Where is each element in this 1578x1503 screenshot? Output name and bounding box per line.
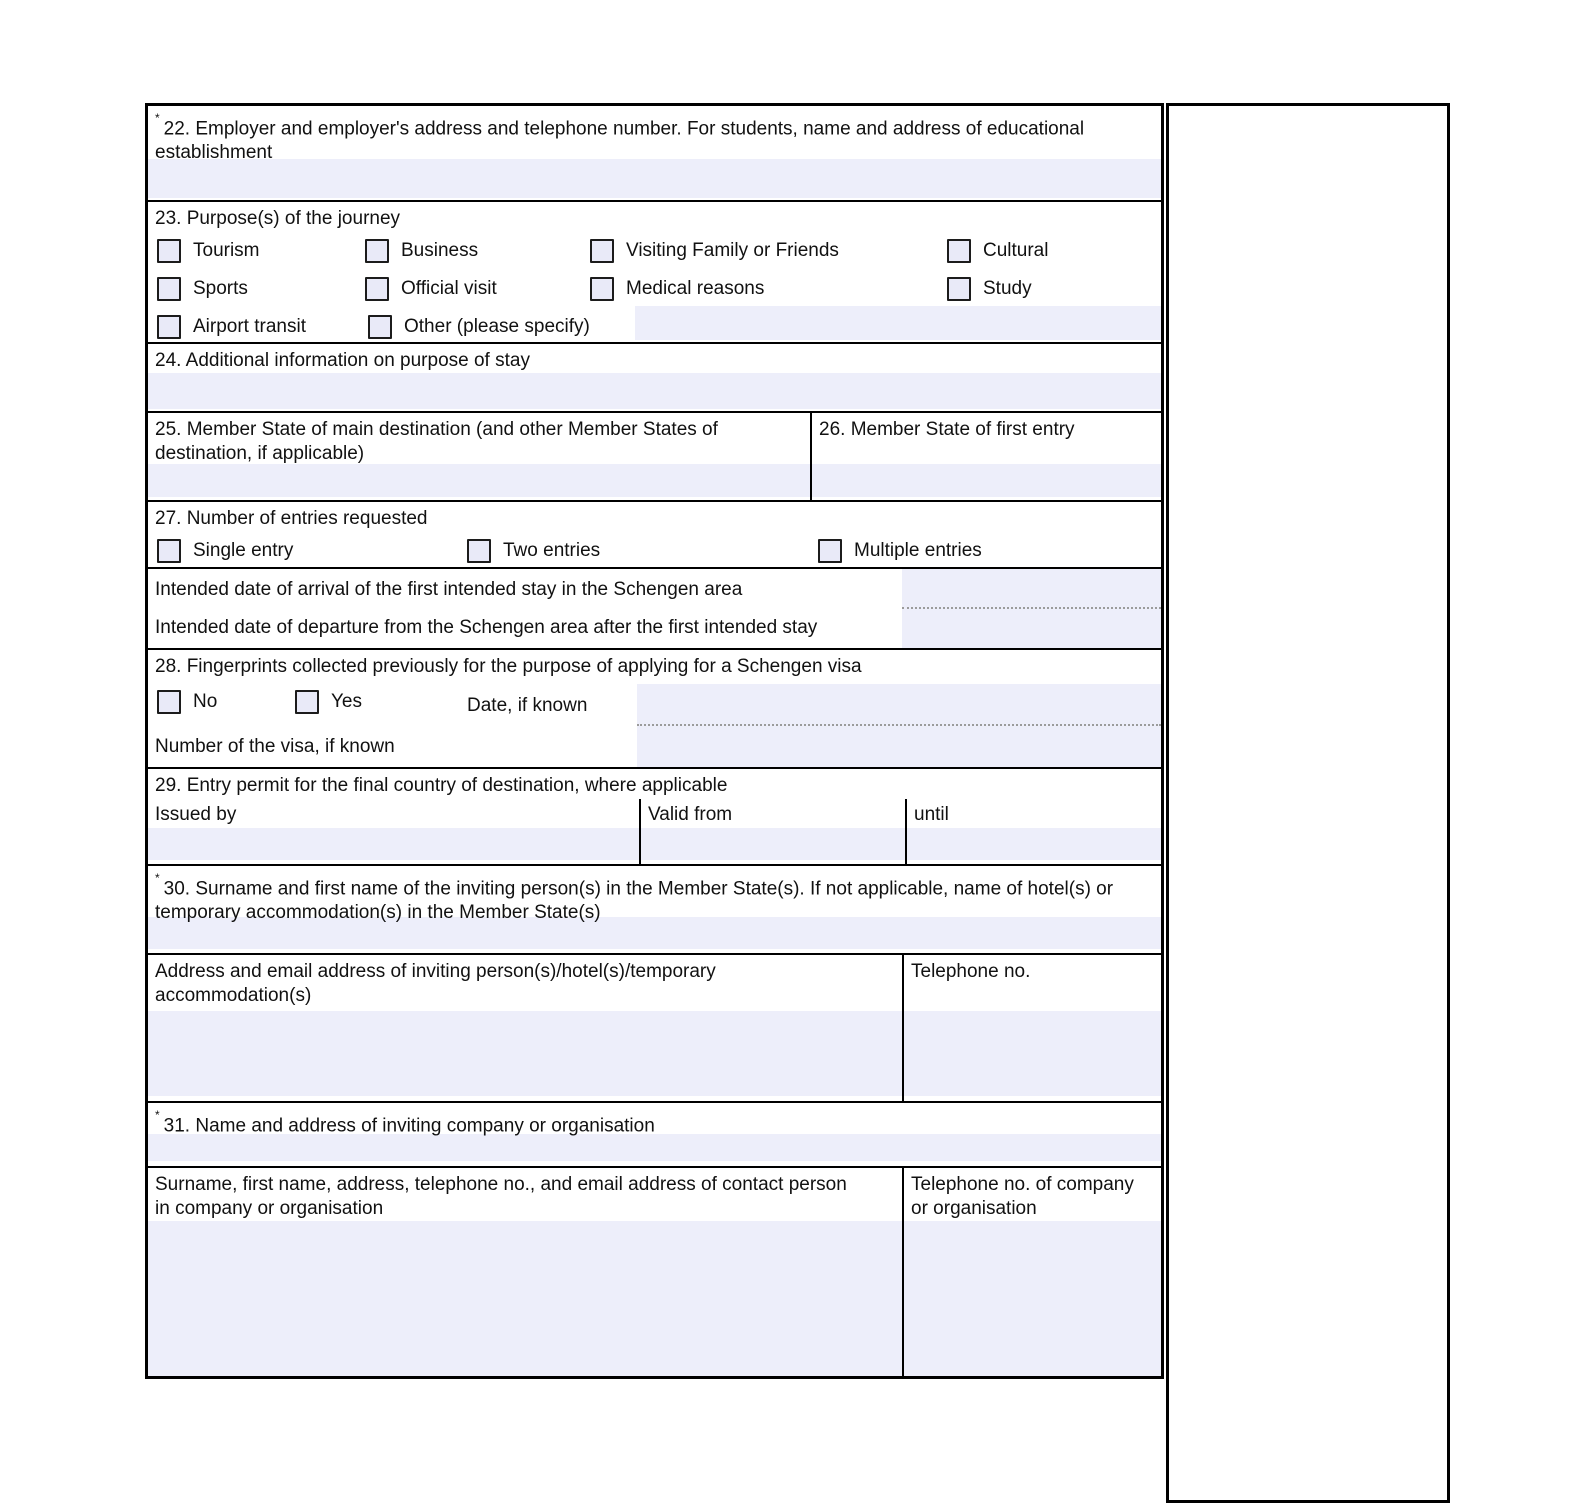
section-25 bbox=[148, 413, 810, 500]
intended-dates-row bbox=[148, 567, 1161, 648]
required-star: * bbox=[155, 871, 160, 885]
section-27-label: 27. Number of entries requested bbox=[155, 508, 428, 529]
section-26-label: 26. Member State of first entry bbox=[819, 419, 1075, 440]
single-entry-checkbox-box bbox=[157, 539, 181, 563]
two-entries-label: Two entries bbox=[503, 540, 601, 561]
required-star: * bbox=[155, 1108, 160, 1122]
airport-transit-label: Airport transit bbox=[193, 316, 306, 337]
visa-number-label: Number of the visa, if known bbox=[155, 736, 395, 757]
visa-application-form bbox=[145, 103, 1164, 1379]
checkbox-fingerprints-yes[interactable] bbox=[295, 690, 362, 714]
departure-date-label: Intended date of departure from the Schengen area after the first intended stay bbox=[155, 617, 818, 638]
field-issued-by[interactable] bbox=[148, 828, 639, 860]
issued-by-label: Issued by bbox=[155, 804, 237, 825]
entry-permit-subrow bbox=[148, 799, 1161, 864]
airport-transit-checkbox-box bbox=[157, 315, 181, 339]
contact-person-cell bbox=[148, 1168, 902, 1376]
multiple-entries-checkbox-box bbox=[818, 539, 842, 563]
field-main-destination[interactable] bbox=[148, 464, 810, 497]
field-other-purpose[interactable] bbox=[635, 306, 1161, 340]
valid-from-label: Valid from bbox=[648, 804, 733, 825]
section-30-label bbox=[148, 866, 1138, 925]
official-visit-checkbox-box bbox=[365, 277, 389, 301]
section-31 bbox=[148, 1101, 1161, 1166]
fingerprints-date-label: Date, if known bbox=[467, 695, 588, 716]
sports-checkbox-box bbox=[157, 277, 181, 301]
inviting-address-cell bbox=[148, 955, 902, 1101]
inviting-address-row bbox=[148, 953, 1161, 1101]
study-checkbox-box bbox=[947, 277, 971, 301]
multiple-entries-label: Multiple entries bbox=[854, 540, 982, 561]
checkbox-airport-transit[interactable] bbox=[157, 315, 306, 339]
section-23 bbox=[148, 200, 1161, 342]
field-contact-person[interactable] bbox=[148, 1221, 902, 1376]
fingerprint-fields-block bbox=[637, 684, 1161, 767]
fingerprints-no-checkbox-box bbox=[157, 690, 181, 714]
official-use-column bbox=[1166, 103, 1450, 1503]
study-label: Study bbox=[983, 278, 1032, 299]
cultural-label: Cultural bbox=[983, 240, 1049, 261]
section-31-label bbox=[148, 1103, 1161, 1138]
section-29-label: 29. Entry permit for the final country of destination, where applicable bbox=[155, 775, 728, 796]
section-23-label: 23. Purpose(s) of the journey bbox=[155, 208, 401, 229]
section-26 bbox=[810, 413, 1161, 500]
checkbox-fingerprints-no[interactable] bbox=[157, 690, 217, 714]
field-fingerprints-date[interactable] bbox=[637, 684, 1161, 726]
field-inviting-address[interactable] bbox=[148, 1011, 902, 1096]
section-31-text: 31. Name and address of inviting company or organisation bbox=[163, 1115, 655, 1137]
two-entries-checkbox-box bbox=[467, 539, 491, 563]
arrival-date-label: Intended date of arrival of the first intended stay in the Schengen area bbox=[155, 579, 743, 600]
field-company-telephone[interactable] bbox=[904, 1221, 1161, 1376]
field-first-entry[interactable] bbox=[812, 464, 1161, 497]
field-valid-from[interactable] bbox=[641, 828, 905, 860]
checkbox-visiting-family[interactable] bbox=[590, 239, 839, 263]
section-30 bbox=[148, 864, 1161, 953]
section-27 bbox=[148, 500, 1161, 567]
medical-reasons-label: Medical reasons bbox=[626, 278, 765, 299]
checkbox-tourism[interactable] bbox=[157, 239, 260, 263]
section-28 bbox=[148, 648, 1161, 767]
field-arrival-date[interactable] bbox=[902, 569, 1161, 609]
section-24 bbox=[148, 342, 1161, 411]
inviting-address-label: Address and email address of inviting person(s)/hotel(s)/temporary accommodation(s) bbox=[155, 961, 716, 1006]
company-telephone-label: Telephone no. of company or organisation bbox=[911, 1174, 1134, 1219]
field-additional-information[interactable] bbox=[148, 373, 1161, 409]
checkbox-two-entries[interactable] bbox=[467, 539, 600, 563]
fingerprints-no-label: No bbox=[193, 691, 218, 712]
section-25-label: 25. Member State of main destination (and other Member States of destination, if applicable) bbox=[155, 419, 718, 464]
contact-person-label: Surname, first name, address, telephone no., and email address of contact person in company or organisation bbox=[155, 1174, 847, 1219]
required-star: * bbox=[155, 111, 160, 125]
tourism-checkbox-box bbox=[157, 239, 181, 263]
telephone-label: Telephone no. bbox=[911, 961, 1031, 982]
official-visit-label: Official visit bbox=[401, 278, 497, 299]
single-entry-label: Single entry bbox=[193, 540, 294, 561]
checkbox-multiple-entries[interactable] bbox=[818, 539, 982, 563]
other-label: Other (please specify) bbox=[404, 316, 590, 337]
tourism-label: Tourism bbox=[193, 240, 260, 261]
issued-by-cell bbox=[148, 799, 639, 864]
section-25-26 bbox=[148, 411, 1161, 500]
section-22-label bbox=[148, 106, 1103, 165]
checkbox-business[interactable] bbox=[365, 239, 478, 263]
checkbox-cultural[interactable] bbox=[947, 239, 1048, 263]
until-label: until bbox=[914, 804, 949, 825]
section-24-label: 24. Additional information on purpose of stay bbox=[155, 350, 530, 371]
valid-from-cell bbox=[639, 799, 905, 864]
fingerprints-yes-label: Yes bbox=[331, 691, 362, 712]
checkbox-other[interactable] bbox=[368, 315, 590, 339]
until-cell bbox=[905, 799, 1161, 864]
checkbox-medical-reasons[interactable] bbox=[590, 277, 764, 301]
checkbox-sports[interactable] bbox=[157, 277, 248, 301]
telephone-cell bbox=[902, 955, 1161, 1101]
cultural-checkbox-box bbox=[947, 239, 971, 263]
field-telephone[interactable] bbox=[904, 1011, 1161, 1096]
section-29 bbox=[148, 767, 1161, 864]
field-until[interactable] bbox=[907, 828, 1161, 860]
company-telephone-cell bbox=[902, 1168, 1161, 1376]
field-visa-number[interactable] bbox=[637, 726, 1161, 768]
contact-person-row bbox=[148, 1166, 1161, 1376]
section-22 bbox=[148, 106, 1161, 200]
section-22-text: 22. Employer and employer's address and telephone number. For students, name and address of educational establishment bbox=[155, 118, 1085, 164]
date-fields-block bbox=[902, 569, 1161, 648]
medical-reasons-checkbox-box bbox=[590, 277, 614, 301]
checkbox-official-visit[interactable] bbox=[365, 277, 497, 301]
sports-label: Sports bbox=[193, 278, 248, 299]
checkbox-single-entry[interactable] bbox=[157, 539, 293, 563]
business-checkbox-box bbox=[365, 239, 389, 263]
section-28-label: 28. Fingerprints collected previously for the purpose of applying for a Schengen visa bbox=[155, 656, 862, 677]
business-label: Business bbox=[401, 240, 479, 261]
other-checkbox-box bbox=[368, 315, 392, 339]
fingerprints-yes-checkbox-box bbox=[295, 690, 319, 714]
field-departure-date[interactable] bbox=[902, 609, 1161, 649]
section-30-text: 30. Surname and first name of the inviting person(s) in the Member State(s). If not applicable, name of hotel(s) or temporary accommodation(s) in the Member State(s) bbox=[155, 878, 1114, 924]
checkbox-study[interactable] bbox=[947, 277, 1032, 301]
visiting-family-label: Visiting Family or Friends bbox=[626, 240, 839, 261]
visiting-family-checkbox-box bbox=[590, 239, 614, 263]
